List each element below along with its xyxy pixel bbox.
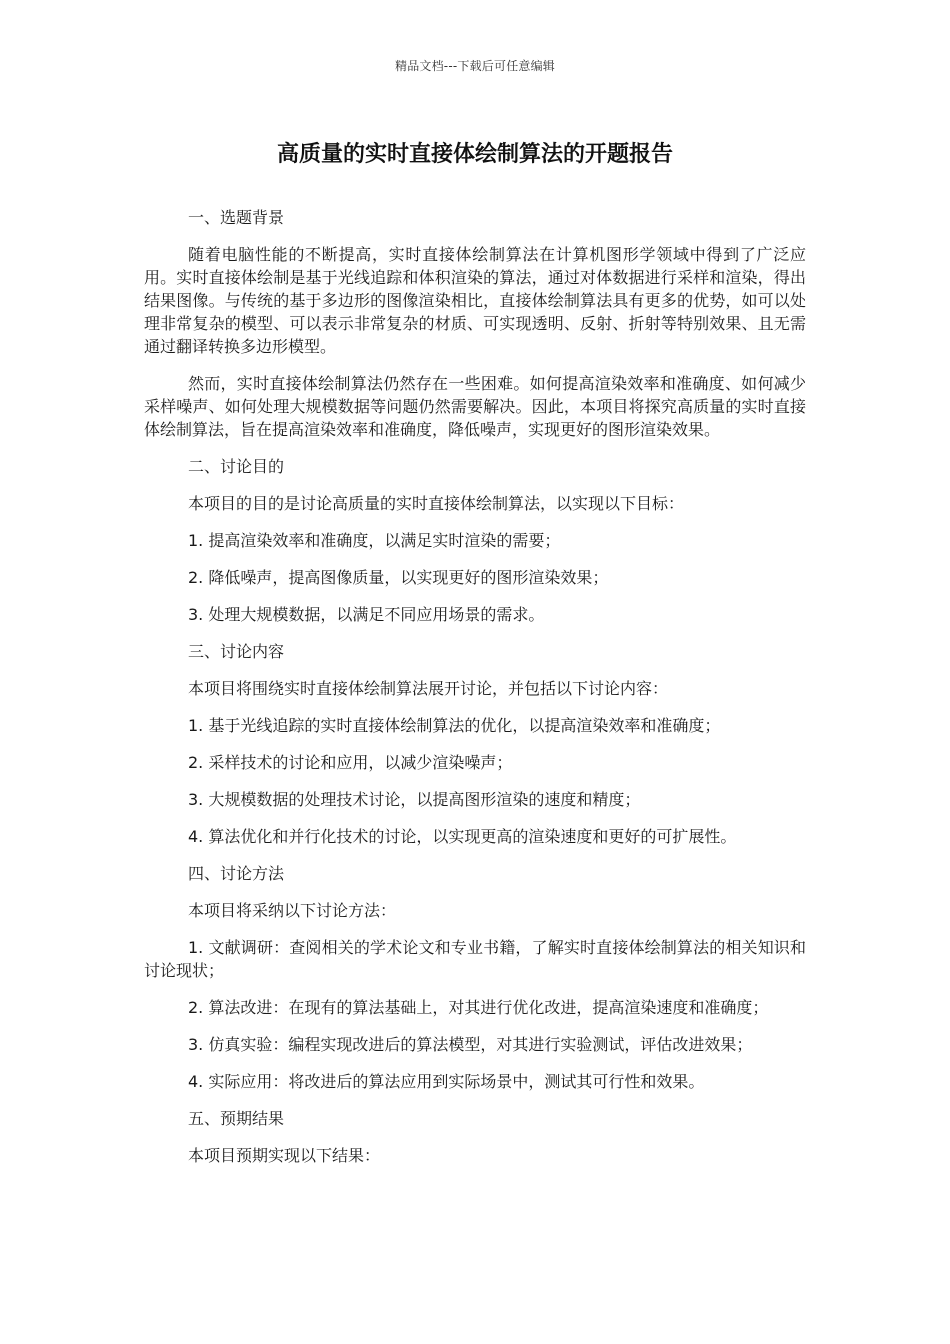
list-item-content-3: 3. 大规模数据的处理技术讨论，以提高图形渲染的速度和精度； [188,790,641,809]
paragraph-content-intro: 本项目将围绕实时直接体绘制算法展开讨论，并包括以下讨论内容： [188,679,669,698]
section-heading-content: 三、讨论内容 [188,642,285,661]
section-heading-results: 五、预期结果 [188,1109,285,1128]
document-title: 高质量的实时直接体绘制算法的开题报告 [276,142,673,167]
paragraph-background-2: 然而，实时直接体绘制算法仍然存在一些困难。如何提高渲染效率和准确度、如何减少采样噪声、如何处理大规模数据等问题仍然需要解决。因此，本项目将探究高质量的实时直接体绘制算法，旨在提高渲染效率和准确度，降低噪声，实现更好的图形渲染效果。 [144,374,806,439]
paragraph-results-intro: 本项目预期实现以下结果： [188,1146,381,1165]
page-header: 精品文档---下载后可任意编辑 [395,59,555,73]
list-item-purpose-1: 1. 提高渲染效率和准确度，以满足实时渲染的需要； [188,531,561,550]
list-item-content-1: 1. 基于光线追踪的实时直接体绘制算法的优化，以提高渲染效率和准确度； [188,716,721,735]
paragraph-background-1: 随着电脑性能的不断提高，实时直接体绘制算法在计算机图形学领域中得到了广泛应用。实时直接体绘制是基于光线追踪和体积渲染的算法，通过对体数据进行采样和渲染，得出结果图像。与传统的基于多边形的图像渲染相比，直接体绘制算法具有更多的优势，如可以处理非常复杂的模型、可以表示非常复杂的材质、可实现透明、反射、折射等特别效果、且无需通过翻译转换多边形模型。 [144,245,806,356]
section-heading-method: 四、讨论方法 [188,864,285,883]
list-item-content-4: 4. 算法优化和并行化技术的讨论，以实现更高的渲染速度和更好的可扩展性。 [188,827,737,846]
list-item-method-4: 4. 实际应用：将改进后的算法应用到实际场景中，测试其可行性和效果。 [188,1072,705,1091]
list-item-purpose-3: 3. 处理大规模数据，以满足不同应用场景的需求。 [188,605,545,624]
document-body [144,206,806,1181]
paragraph-method-intro: 本项目将采纳以下讨论方法： [188,901,397,920]
paragraph-purpose-intro: 本项目的目的是讨论高质量的实时直接体绘制算法，以实现以下目标： [188,494,685,513]
list-item-content-2: 2. 采样技术的讨论和应用，以减少渲染噪声； [188,753,513,772]
list-item-purpose-2: 2. 降低噪声，提高图像质量，以实现更好的图形渲染效果； [188,568,609,587]
section-heading-background: 一、选题背景 [188,208,285,227]
section-heading-purpose: 二、讨论目的 [188,457,285,476]
list-item-method-3: 3. 仿真实验：编程实现改进后的算法模型，对其进行实验测试，评估改进效果； [188,1035,753,1054]
list-item-method-1: 1. 文献调研：查阅相关的学术论文和专业书籍，了解实时直接体绘制算法的相关知识和讨论现状； [144,938,806,980]
list-item-method-2: 2. 算法改进：在现有的算法基础上，对其进行优化改进，提高渲染速度和准确度； [188,998,769,1017]
